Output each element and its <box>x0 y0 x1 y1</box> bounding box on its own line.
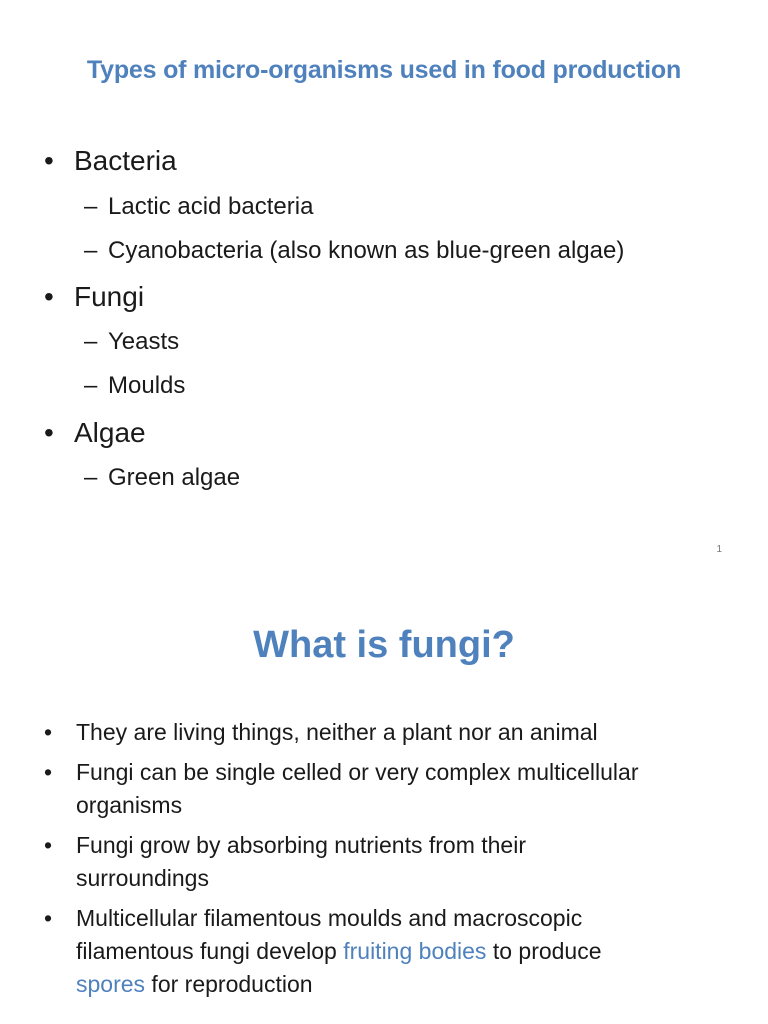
bullet-line: Multicellular filamentous moulds and macroscopic <box>76 905 583 931</box>
bullet-text <box>76 756 724 822</box>
bullet-dot-icon: • <box>44 759 53 785</box>
bullet-single-celled <box>44 756 724 822</box>
bullet-text <box>76 716 724 749</box>
slide-2 <box>0 578 768 1024</box>
bullet-text <box>76 902 724 1001</box>
sub-item-yeasts <box>84 327 179 357</box>
bullet-fungi <box>44 280 144 314</box>
dash-icon: – <box>84 464 98 491</box>
bullet-absorbing-nutrients <box>44 829 724 895</box>
dash-icon: – <box>84 193 98 220</box>
dash-icon: – <box>84 372 98 399</box>
bullet-bacteria <box>44 144 177 178</box>
bullet-segment: filamentous fungi develop <box>76 938 344 964</box>
sub-item-label: Moulds <box>108 372 186 399</box>
sub-item-cyanobacteria <box>84 236 624 266</box>
fruiting-bodies-link[interactable]: fruiting bodies <box>343 938 487 964</box>
bullet-dot-icon: • <box>44 832 53 858</box>
dash-icon: – <box>84 237 98 264</box>
sub-item-lactic-acid-bacteria <box>84 192 313 222</box>
bullet-fruiting-bodies <box>44 902 724 1001</box>
sub-item-label: Lactic acid bacteria <box>108 193 314 220</box>
bullet-dot-icon: • <box>44 417 54 448</box>
slide-2-title: What is fungi? <box>253 624 515 666</box>
bullet-segment: to produce <box>486 938 602 964</box>
sub-item-label: Cyanobacteria (also known as blue-green algae) <box>108 237 625 264</box>
sub-item-label: Yeasts <box>108 328 180 355</box>
bullet-living-things <box>44 716 724 749</box>
bullet-segment: for reproduction <box>145 971 313 997</box>
sub-item-green-algae <box>84 463 240 493</box>
bullet-line: organisms <box>76 792 183 818</box>
bullet-line: Fungi grow by absorbing nutrients from their <box>76 832 526 858</box>
bullet-dot-icon: • <box>44 905 53 931</box>
bullet-algae <box>44 416 146 450</box>
bullet-label: Fungi <box>74 281 145 312</box>
bullet-line: Fungi can be single celled or very complex multicellular <box>76 759 639 785</box>
bullet-line: They are living things, neither a plant nor an animal <box>76 719 598 745</box>
bullet-label: Bacteria <box>74 145 177 176</box>
spores-link[interactable]: spores <box>76 971 146 997</box>
bullet-text <box>76 829 724 895</box>
bullet-dot-icon: • <box>44 281 54 312</box>
bullet-dot-icon: • <box>44 719 53 745</box>
bullet-line: surroundings <box>76 865 209 891</box>
page-number: 1 <box>716 544 722 555</box>
bullet-label: Algae <box>74 417 146 448</box>
slide-1-title: Types of micro-organisms used in food production <box>86 56 682 84</box>
bullet-dot-icon: • <box>44 145 54 176</box>
sub-item-moulds <box>84 371 185 401</box>
dash-icon: – <box>84 328 98 355</box>
sub-item-label: Green algae <box>108 464 241 491</box>
